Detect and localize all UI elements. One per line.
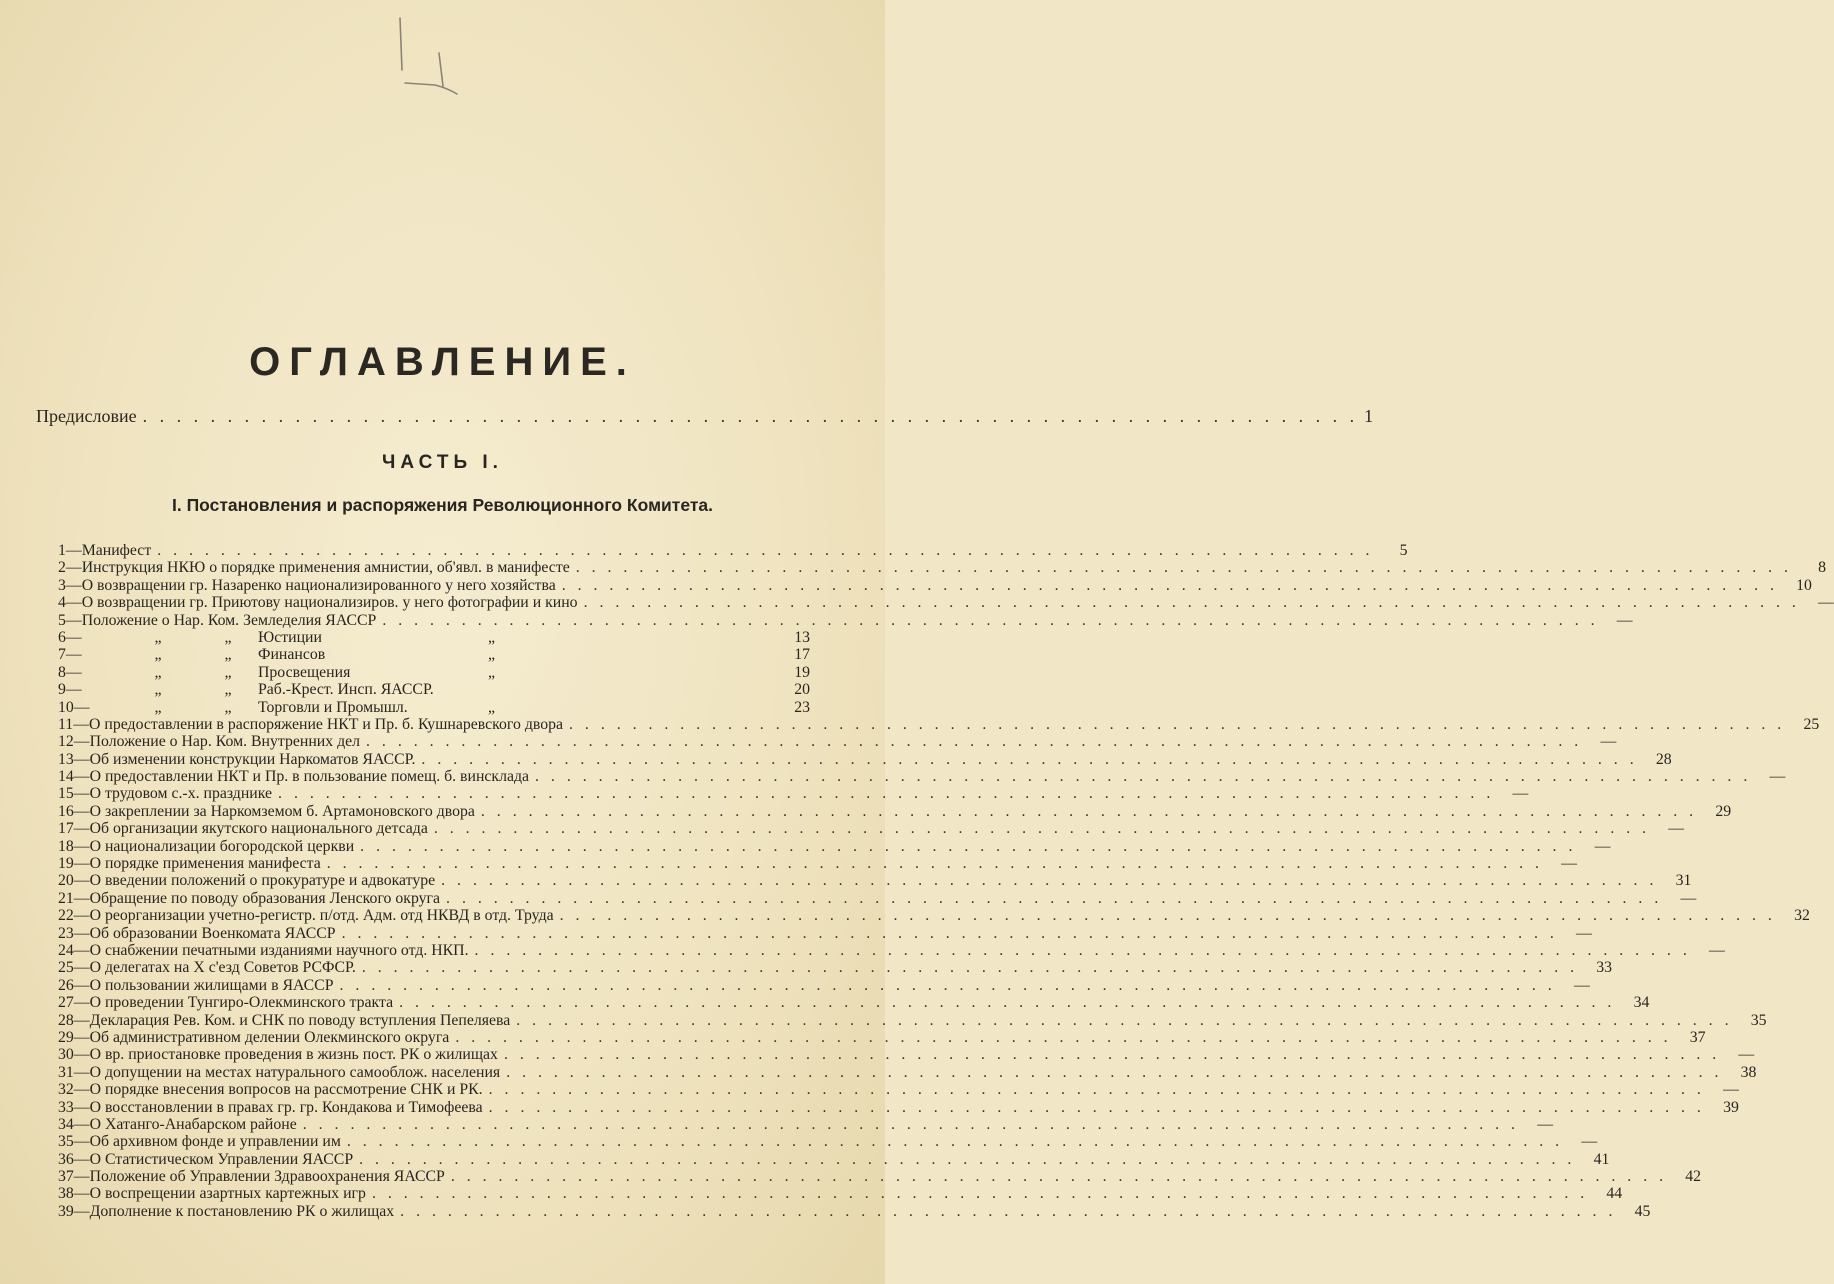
entry-number: 16—	[58, 802, 90, 820]
entry-number: 36—	[58, 1150, 90, 1168]
entry-title: Дополнение к постановлению РК о жилищах	[89, 1202, 395, 1220]
preface-label: Предисловие	[36, 406, 137, 426]
ditto-mark: „	[488, 698, 496, 716]
table-of-contents	[58, 542, 1834, 1220]
entry-page: —	[1818, 594, 1834, 612]
leader-dots: . . . . . . . . . . . . . . . . . . . . . . . . . . . . . . . . . . . . . . . . . . . . . . . . . . . . . . . . . . . . . . . . . . . . . . . . . . . . .	[583, 594, 1800, 612]
leader-dots: . . . . . . . . . . . . . . . . . . . . . . . . . . . . . . . . . . . . . . . . . . . . . . . . . . . . . . . . . . . . . . . . . . . . . . . . . . . . .	[339, 976, 1556, 994]
entry-page: 23	[794, 698, 810, 716]
toc-entry	[58, 768, 1786, 786]
toc-entry	[58, 837, 1611, 855]
entry-page: —	[1573, 976, 1590, 994]
entry-page: 41	[1593, 1150, 1610, 1168]
entry-title: Об образовании Военкомата ЯАССР	[89, 924, 336, 942]
entry-number: 25—	[58, 959, 90, 977]
toc-entry	[58, 542, 1408, 559]
toc-entry	[58, 1202, 1651, 1220]
entry-number: 23—	[58, 924, 90, 942]
entry-number: 15—	[58, 785, 90, 803]
entry-title: Инструкция НКЮ о порядке применения амнистии, об'явл. в манифесте	[81, 559, 570, 577]
toc-entry	[58, 872, 1692, 890]
ditto-mark: „	[224, 663, 232, 681]
entry-title: О вр. приостановке проведения в жизнь пост. РК о жилищах	[89, 1046, 498, 1064]
entry-title: О возвращении гр. Назаренко национализированного у него хозяйства	[81, 576, 556, 594]
leader-dots: . . . . . . . . . . . . . . . . . . . . . . . . . . . . . . . . . . . . . . . . . . . . . . . . . . . . . . . . . . . . . . . . . . . . . . . . . . . . .	[516, 1011, 1733, 1029]
entry-title: О предоставлении в распоряжение НКТ и Пр. б. Кушнаревского двора	[89, 715, 564, 733]
leader-dots: . . . . . . . . . . . . . . . . . . . . . . . . . . . . . . . . . . . . . . . . . . . . . . . . . . . . . . . . . . . . . . . . . . . . . . . . . . . . .	[480, 802, 1698, 820]
toc-entry	[58, 889, 1697, 907]
entry-page: 45	[1634, 1202, 1651, 1220]
ditto-mark: „	[154, 681, 162, 699]
leader-dots: . . . . . . . . . . . . . . . . . . . . . . . . . . . . . . . . . . . . . . . . . . . . . . . . . . . . . . . . . . . . . . . . . . . . . . . . . . . . .	[474, 941, 1691, 959]
entry-title: О закреплении за Наркомземом б. Артамоновского двора	[89, 802, 475, 820]
ditto-mark: „	[224, 646, 232, 664]
entry-number: 35—	[58, 1133, 90, 1151]
entry-title: Положение об Управлении Здравоохранения ЯАССР	[89, 1168, 445, 1186]
entry-title: Раб.-Крест. Инсп. ЯАССР.	[258, 681, 434, 699]
entry-page: 39	[1723, 1098, 1739, 1116]
section-heading: I. Постановления и распоряжения Революционного Комитета.	[171, 495, 714, 515]
toc-entry	[58, 733, 1617, 751]
leader-dots: . . . . . . . . . . . . . . . . . . . . . . . . . . . . . . . . . . . . . . . . . . . . . . . . . . . . . . . . . . . . . . . . . . . . . . . . . . . . .	[503, 1046, 1721, 1064]
entry-page: 42	[1685, 1168, 1702, 1186]
entry-number: 6—	[58, 628, 82, 646]
toc-entry	[58, 1133, 1598, 1151]
entry-number: 13—	[58, 750, 90, 768]
toc-entry	[58, 1115, 1553, 1133]
toc-entry	[58, 576, 1812, 594]
leader-dots: . . . . . . . . . . . . . . . . . . . . . . . . . . . . . . . . . . . . . . . . . . . . . . . . . . . . . . . . . . . . . . . . . . . . . . . . . . . . .	[302, 1115, 1519, 1133]
entry-title: О введении положений о прокуратуре и адвокатуре	[89, 872, 436, 890]
toc-entry	[58, 941, 1725, 959]
toc-entry	[58, 1046, 1755, 1064]
preface-entry	[36, 406, 1374, 434]
entry-page: 33	[1596, 959, 1613, 977]
entry-page: —	[1600, 733, 1617, 751]
toc-entry	[58, 1081, 1739, 1099]
toc-entry	[58, 750, 1672, 768]
entry-number: 22—	[58, 907, 90, 925]
ditto-mark: „	[488, 663, 496, 681]
toc-entry	[58, 785, 1529, 803]
entry-page: —	[1576, 924, 1592, 942]
leader-dots: . . . . . . . . . . . . . . . . . . . . . . . . . . . . . . . . . . . . . . . . . . . . . . . . . . . . . . . . . . . . . . . . . . . . . . . . . . . . .	[421, 750, 1638, 768]
entry-number: 18—	[58, 837, 90, 855]
ditto-mark: „	[154, 646, 162, 664]
ditto-mark: „	[224, 698, 232, 716]
entry-title: О снабжении печатными изданиями научного отд. НКП.	[89, 941, 469, 959]
entry-page: —	[1723, 1081, 1739, 1099]
entry-number: 31—	[58, 1063, 90, 1081]
part-heading: ЧАСТЬ I.	[382, 452, 503, 473]
leader-dots: . . . . . . . . . . . . . . . . . . . . . . . . . . . . . . . . . . . . . . . . . . . . . . . . . . . . . . . . . . . . . . . . . . . . . . . . . . . . .	[559, 907, 1776, 925]
entry-page: 20	[794, 681, 810, 699]
entry-page: 29	[1715, 802, 1732, 820]
entry-page: —	[1537, 1115, 1553, 1133]
entry-page: 44	[1606, 1185, 1623, 1203]
entry-title: Положение о Нар. Ком. Внутренних дел	[89, 733, 361, 751]
entry-title: Об изменении конструкции Наркоматов ЯАССР.	[89, 750, 416, 768]
entry-page: 31	[1675, 872, 1692, 890]
entry-number: 8—	[58, 663, 82, 681]
toc-entry	[58, 1185, 1623, 1203]
entry-title: Положение о Нар. Ком. Земледелия ЯАССР	[81, 611, 377, 629]
entry-number: 1—	[58, 542, 82, 559]
entry-number: 10—	[58, 698, 90, 716]
entry-title: Торговли и Промышл.	[258, 698, 408, 716]
page-title: ОГЛАВЛЕНИЕ.	[249, 340, 636, 384]
toc-entry	[58, 1098, 1739, 1116]
toc-entry	[58, 594, 1834, 612]
toc-entry	[58, 629, 810, 646]
entry-number: 4—	[58, 594, 82, 612]
leader-dots: . . . . . . . . . . . . . . . . . . . . . . . . . . . . . . . . . . . . . . . . . . . . . . . . . . . . . . . . . . . . . . . . . . . . . . . . . . . . .	[535, 768, 1752, 786]
toc-entry	[58, 907, 1810, 925]
leader-dots: . . . . . . . . . . . . . . . . . . . . . . . . . . . . . . . . . . . . . . . . . . . . . . . . . . . . . . . . . . . . . . . . . . . . . . . .	[142, 406, 1359, 426]
ditto-mark: „	[488, 628, 496, 646]
entry-title: О реорганизации учетно-регистр. п/отд. Адм. отд НКВД в отд. Труда	[89, 907, 554, 925]
ditto-mark: „	[224, 681, 232, 699]
entry-page: 37	[1689, 1028, 1706, 1046]
toc-entry	[58, 959, 1613, 977]
entry-number: 28—	[58, 1011, 90, 1029]
leader-dots: . . . . . . . . . . . . . . . . . . . . . . . . . . . . . . . . . . . . . . . . . . . . . . . . . . . . . . . . . . . . . . . . . . . . . . . . . . . . .	[326, 855, 1543, 873]
entry-number: 12—	[58, 733, 90, 751]
entry-title: Об административном делении Олекминского округа	[89, 1028, 450, 1046]
leader-dots: . . . . . . . . . . . . . . . . . . . . . . . . . . . . . . . . . . . . . . . . . . . . . . . . . . . . . . . . . . . . . . . . . . . . . . . . . . . . .	[157, 542, 1374, 559]
leader-dots: . . . . . . . . . . . . . . . . . . . . . . . . . . . . . . . . . . . . . . . . . . . . . . . . . . . . . . . . . . . . . . . . . . . . . . . . . . . . .	[441, 872, 1658, 890]
entry-page: —	[1668, 820, 1685, 838]
entry-title: Финансов	[258, 646, 326, 664]
ditto-mark: „	[224, 628, 232, 646]
entry-page: —	[1561, 855, 1577, 873]
entry-number: 29—	[58, 1028, 90, 1046]
leader-dots: . . . . . . . . . . . . . . . . . . . . . . . . . . . . . . . . . . . . . . . . . . . . . . . . . . . . . . . . . . . . . . . . . . . . . . . . . . . . .	[366, 733, 1583, 751]
toc-entry	[58, 1168, 1702, 1186]
ditto-mark: „	[488, 646, 496, 664]
entry-page: 10	[1796, 576, 1812, 594]
entry-number: 11—	[58, 715, 90, 733]
entry-title: Обращение по поводу образования Ленского округа	[89, 889, 441, 907]
entry-title: О воспрещении азартных картежных игр	[89, 1185, 366, 1203]
toc-entry	[58, 715, 1820, 733]
entry-number: 7—	[58, 646, 82, 664]
leader-dots: . . . . . . . . . . . . . . . . . . . . . . . . . . . . . . . . . . . . . . . . . . . . . . . . . . . . . . . . . . . . . . . . . . . . . . . . . . . . .	[400, 1202, 1617, 1220]
entry-page: 8	[1818, 559, 1826, 577]
entry-number: 21—	[58, 889, 90, 907]
leader-dots: . . . . . . . . . . . . . . . . . . . . . . . . . . . . . . . . . . . . . . . . . . . . . . . . . . . . . . . . . . . . . . . . . . . . . . . . . . . . .	[361, 959, 1579, 977]
entry-number: 24—	[58, 941, 90, 959]
toc-entry	[58, 1011, 1767, 1029]
toc-entry	[58, 1028, 1706, 1046]
entry-page: —	[1738, 1046, 1755, 1064]
entry-number: 2—	[58, 559, 82, 577]
entry-title: Юстиции	[258, 628, 322, 646]
entry-number: 39—	[58, 1202, 90, 1220]
entry-number: 5—	[58, 611, 82, 629]
entry-title: Манифест	[81, 542, 152, 559]
entry-title: О допущении на местах натурального самооблож. населения	[89, 1063, 501, 1081]
leader-dots: . . . . . . . . . . . . . . . . . . . . . . . . . . . . . . . . . . . . . . . . . . . . . . . . . . . . . . . . . . . . . . . . . . . . . . . . . . . . .	[371, 1185, 1589, 1203]
entry-page: 19	[794, 663, 810, 681]
leader-dots: . . . . . . . . . . . . . . . . . . . . . . . . . . . . . . . . . . . . . . . . . . . . . . . . . . . . . . . . . . . . . . . . . . . . . . . . . . . . .	[433, 820, 1651, 838]
entry-number: 30—	[58, 1046, 90, 1064]
leader-dots: . . . . . . . . . . . . . . . . . . . . . . . . . . . . . . . . . . . . . . . . . . . . . . . . . . . . . . . . . . . . . . . . . . . . . . . . . . . . .	[569, 715, 1786, 733]
entry-title: Декларация Рев. Ком. и СНК по поводу вступления Пепеляева	[89, 1011, 511, 1029]
entry-page: 38	[1740, 1063, 1757, 1081]
entry-title: О восстановлении в правах гр. гр. Кондакова и Тимофеева	[89, 1098, 483, 1116]
entry-number: 37—	[58, 1168, 90, 1186]
entry-title: О порядке внесения вопросов на рассмотрение СНК и РК.	[89, 1081, 483, 1099]
leader-dots: . . . . . . . . . . . . . . . . . . . . . . . . . . . . . . . . . . . . . . . . . . . . . . . . . . . . . . . . . . . . . . . . . . . . . . . . . . . . .	[346, 1133, 1564, 1151]
leader-dots: . . . . . . . . . . . . . . . . . . . . . . . . . . . . . . . . . . . . . . . . . . . . . . . . . . . . . . . . . . . . . . . . . . . . . . . . . . . . .	[359, 1150, 1576, 1168]
entry-number: 34—	[58, 1115, 90, 1133]
entry-title: О делегатах на X с'езд Советов РСФСР.	[89, 959, 356, 977]
entry-title: О трудовом с.-х. празднике	[89, 785, 273, 803]
entry-title: О пользовании жилищами в ЯАССР	[89, 976, 334, 994]
toc-entry	[58, 681, 810, 698]
toc-entry	[58, 1150, 1610, 1168]
entry-page: 5	[1399, 542, 1408, 559]
toc-entry	[58, 994, 1650, 1012]
entry-title: Об архивном фонде и управлении им	[89, 1133, 341, 1151]
entry-title: О возвращении гр. Приютову национализиров. у него фотографии и кино	[81, 594, 578, 612]
toc-entry	[58, 820, 1685, 838]
toc-entry	[58, 611, 1633, 629]
ditto-mark: „	[154, 663, 162, 681]
leader-dots: . . . . . . . . . . . . . . . . . . . . . . . . . . . . . . . . . . . . . . . . . . . . . . . . . . . . . . . . . . . . . . . . . . . . . . . . . . . . .	[446, 889, 1663, 907]
entry-title: Об организации якутского национального детсада	[89, 820, 428, 838]
leader-dots: . . . . . . . . . . . . . . . . . . . . . . . . . . . . . . . . . . . . . . . . . . . . . . . . . . . . . . . . . . . . . . . . . . . . . . . . . . . . .	[341, 924, 1558, 942]
entry-number: 17—	[58, 820, 90, 838]
entry-number: 14—	[58, 768, 90, 786]
entry-title: О Хатанго-Анабарском районе	[89, 1115, 297, 1133]
entry-page: —	[1581, 1133, 1598, 1151]
entry-number: 33—	[58, 1098, 90, 1116]
leader-dots: . . . . . . . . . . . . . . . . . . . . . . . . . . . . . . . . . . . . . . . . . . . . . . . . . . . . . . . . . . . . . . . . . . . . . . . . . . . . .	[450, 1168, 1668, 1186]
entry-title: О предоставлении НКТ и Пр. в пользование помещ. б. винсклада	[89, 768, 530, 786]
entry-title: О порядке применения манифеста	[89, 855, 321, 873]
entry-page: —	[1769, 768, 1786, 786]
entry-page: 34	[1633, 994, 1650, 1012]
toc-entry	[58, 699, 810, 716]
leader-dots: . . . . . . . . . . . . . . . . . . . . . . . . . . . . . . . . . . . . . . . . . . . . . . . . . . . . . . . . . . . . . . . . . . . . . . . . . . . . .	[506, 1063, 1723, 1081]
toc-entry	[58, 802, 1732, 820]
leader-dots: . . . . . . . . . . . . . . . . . . . . . . . . . . . . . . . . . . . . . . . . . . . . . . . . . . . . . . . . . . . . . . . . . . . . . . . . . . . . .	[399, 994, 1616, 1012]
leader-dots: . . . . . . . . . . . . . . . . . . . . . . . . . . . . . . . . . . . . . . . . . . . . . . . . . . . . . . . . . . . . . . . . . . . . . . . . . . . . .	[575, 559, 1792, 577]
entry-title: О проведении Тунгиро-Олекминского тракта	[89, 994, 394, 1012]
entry-page: —	[1708, 941, 1725, 959]
entry-number: 38—	[58, 1185, 90, 1203]
entry-title: Просвещения	[258, 663, 351, 681]
leader-dots: . . . . . . . . . . . . . . . . . . . . . . . . . . . . . . . . . . . . . . . . . . . . . . . . . . . . . . . . . . . . . . . . . . . . . . . . . . . . .	[382, 611, 1599, 629]
leader-dots: . . . . . . . . . . . . . . . . . . . . . . . . . . . . . . . . . . . . . . . . . . . . . . . . . . . . . . . . . . . . . . . . . . . . . . . . . . . . .	[360, 837, 1577, 855]
leader-dots: . . . . . . . . . . . . . . . . . . . . . . . . . . . . . . . . . . . . . . . . . . . . . . . . . . . . . . . . . . . . . . . . . . . . . . . . . . . . .	[561, 576, 1778, 594]
entry-title: О Статистическом Управлении ЯАССР	[89, 1150, 354, 1168]
ditto-mark: „	[154, 628, 162, 646]
entry-page: 25	[1803, 715, 1820, 733]
toc-entry	[58, 855, 1577, 873]
entry-title: О национализации богородской церкви	[89, 837, 355, 855]
leader-dots: . . . . . . . . . . . . . . . . . . . . . . . . . . . . . . . . . . . . . . . . . . . . . . . . . . . . . . . . . . . . . . . . . . . . . . . . . . . . .	[455, 1028, 1672, 1046]
toc-entry	[58, 559, 1826, 577]
entry-number: 32—	[58, 1081, 90, 1099]
preface-page: 1	[1364, 406, 1374, 426]
ditto-mark: „	[154, 698, 162, 716]
toc-entry	[58, 664, 810, 681]
entry-number: 3—	[58, 576, 82, 594]
leader-dots: . . . . . . . . . . . . . . . . . . . . . . . . . . . . . . . . . . . . . . . . . . . . . . . . . . . . . . . . . . . . . . . . . . . . . . . . . . . . .	[278, 785, 1495, 803]
entry-page: 28	[1655, 750, 1672, 768]
pencil-mark	[395, 8, 465, 98]
entry-page: 17	[794, 646, 810, 664]
toc-entry	[58, 646, 810, 663]
toc-entry	[58, 924, 1592, 942]
entry-number: 19—	[58, 855, 90, 873]
toc-entry	[58, 976, 1590, 994]
toc-entry	[58, 1063, 1757, 1081]
leader-dots: . . . . . . . . . . . . . . . . . . . . . . . . . . . . . . . . . . . . . . . . . . . . . . . . . . . . . . . . . . . . . . . . . . . . . . . . . . . . .	[488, 1081, 1705, 1099]
entry-number: 27—	[58, 994, 90, 1012]
entry-page: 32	[1794, 907, 1810, 925]
entry-page: —	[1512, 785, 1529, 803]
entry-number: 26—	[58, 976, 90, 994]
leader-dots: . . . . . . . . . . . . . . . . . . . . . . . . . . . . . . . . . . . . . . . . . . . . . . . . . . . . . . . . . . . . . . . . . . . . . . . . . . . . .	[488, 1098, 1705, 1116]
entry-number: 20—	[58, 872, 90, 890]
entry-number: 9—	[58, 681, 82, 699]
entry-page: —	[1594, 837, 1611, 855]
entry-page: 13	[794, 628, 810, 646]
entry-page: 35	[1750, 1011, 1767, 1029]
entry-page: —	[1616, 611, 1633, 629]
entry-page: —	[1680, 889, 1697, 907]
